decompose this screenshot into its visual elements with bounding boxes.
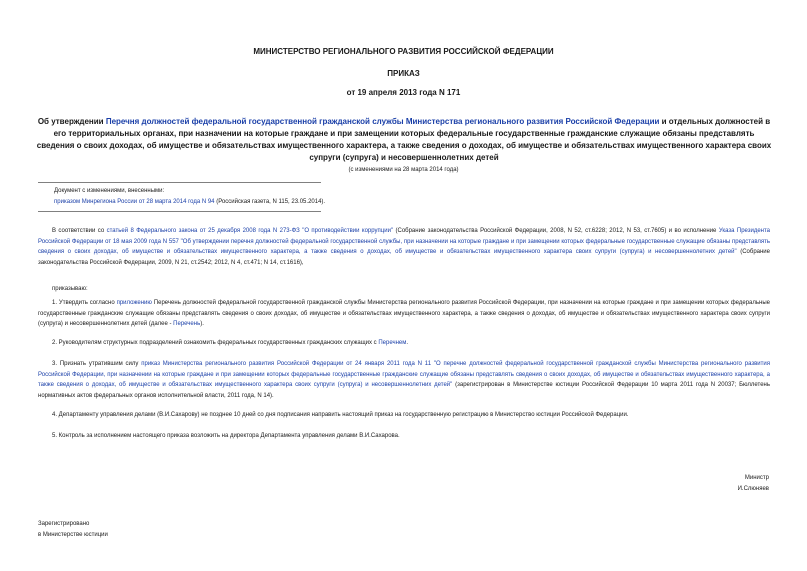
amendments-block: [54, 186, 325, 208]
title-link[interactable]: Перечня должностей федеральной государственной гражданской службы Министерства регионального развития Российской Федерации: [105, 117, 660, 126]
registration-line-2: в Министерстве юстиции: [38, 532, 108, 538]
item-1-link-list[interactable]: Перечень: [173, 321, 201, 327]
item-2-paragraph: [38, 338, 770, 349]
item-3-paragraph: [38, 359, 770, 401]
amendment-source: (Российская газета, N 115, 23.05.2014).: [214, 199, 326, 205]
document-type: ПРИКАЗ: [387, 69, 420, 78]
preamble-paragraph: [38, 226, 770, 268]
document-date: от 19 апреля 2013 года N 171: [346, 88, 461, 97]
item-5-paragraph: 5. Контроль за исполнением настоящего приказа возложить на директора Департамента управления делами В.И.Сахарова.: [52, 433, 400, 439]
item-2-text-2: .: [406, 340, 409, 346]
divider-bottom: [38, 211, 321, 212]
title-rest: и отдельных должностей в его территориальных органах, при назначении на которые граждане и при замещении которых федеральные государственные гражданские служащие обязаны представлять сведения о своих доходах, об имуществе и обязательствах имущественного характера, а также сведения о доходах, об имуществе и обязательствах имущественного характера своих супруги (супруга) и несовершеннолетних детей: [36, 117, 772, 162]
item-3-link-order[interactable]: приказ Министерства регионального развития Российской Федерации от 24 января 2011 года N 11 "О перечне должностей федеральной государственной гражданской службы Министерства регионального развития Российской Федерации, при назначении на которые граждане и при замещении которых федеральные государственные гражданские служащие обязаны представлять сведения о своих доходах, об имуществе и обязательствах имущественного характера, а также сведения о доходах, об имуществе и обязательствах имущественного характера своих супруги (супруга) и несовершеннолетних детей": [38, 361, 770, 388]
signature-name: И.Слюняев: [737, 486, 769, 492]
preamble-text-1: В соответствии со: [52, 228, 107, 234]
orders-word: приказываю:: [52, 286, 88, 292]
ministry-name: МИНИСТЕРСТВО РЕГИОНАЛЬНОГО РАЗВИТИЯ РОССИЙСКОЙ ФЕДЕРАЦИИ: [253, 47, 554, 56]
item-1-paragraph: [38, 298, 770, 330]
item-2-text-1: 2. Руководителям структурных подразделений ознакомить федеральных государственных гражданских служащих с: [52, 340, 379, 346]
registration-block: [38, 519, 108, 541]
item-3-text-1: 3. Признать утратившим силу: [52, 361, 142, 367]
item-1-text-1: 1. Утвердить согласно: [52, 300, 117, 306]
registration-line-1: Зарегистрировано: [38, 521, 90, 527]
item-1-text-3: ).: [200, 321, 204, 327]
amendments-label: Документ с изменениями, внесенными:: [54, 188, 165, 194]
divider-top: [38, 182, 321, 183]
item-4-paragraph: 4. Департаменту управления делами (В.И.Сахарову) не позднее 10 дней со дня подписания направить настоящий приказ на государственную регистрацию в Министерство юстиции Российской Федерации.: [52, 412, 629, 418]
item-1-link-appendix[interactable]: приложению: [116, 300, 152, 306]
amendments-source-line: [54, 197, 325, 208]
item-3-text-2: (зарегистрирован в Министерстве юстиции Российской Федерации 10 марта 2011 года N 20037; Бюллетень нормативных актов федеральных органов исполнительной власти, 2011 года, N 14).: [38, 382, 770, 399]
edition-note: (с изменениями на 28 марта 2014 года): [348, 167, 459, 173]
title-prefix: Об утверждении: [37, 117, 106, 126]
preamble-link-decree[interactable]: Указа Президента Российской Федерации от 18 мая 2009 года N 557 "Об утверждении перечня должностей федеральной государственной службы, при назначении на которые граждане и при замещении которых федеральные государственные служащие обязаны представлять сведения о своих доходах, об имуществе и обязательствах имущественного характера, а также сведения о доходах, об имуществе и обязательствах имущественного характера своих супруги (супруга) и несовершеннолетних детей": [38, 228, 771, 255]
item-2-link-list[interactable]: Перечнем: [378, 340, 407, 346]
amendment-link[interactable]: приказом Минрегиона России от 28 марта 2014 года N 94: [54, 199, 215, 205]
signature-block: [738, 473, 769, 495]
preamble-link-law[interactable]: статьей 8 Федерального закона от 25 декабря 2008 года N 273-ФЗ "О противодействии коррупции": [106, 228, 394, 234]
preamble-text-3: (Собрание законодательства Российской Федерации, 2009, N 21, ст.2542; 2012, N 4, ст.471; N 14, ст.1616),: [38, 249, 770, 266]
document-title: [34, 116, 774, 164]
item-1-text-2: Перечень должностей федеральной государственной гражданской службы Министерства регионального развития Российской Федерации, при назначении на которые граждане и при замещении которых федеральные государственные гражданские служащие обязаны представлять сведения о своих доходах, об имуществе и обязательствах имущественного характера, а также сведения о доходах, об имуществе и обязательствах имущественного характера своих супруги (супруга) и несовершеннолетних детей (далее -: [38, 300, 770, 327]
preamble-text-2: (Собрание законодательства Российской Федерации, 2008, N 52, ст.6228; 2012, N 53, ст.7605) и во исполнение: [393, 228, 719, 234]
signature-position: Министр: [744, 475, 769, 481]
